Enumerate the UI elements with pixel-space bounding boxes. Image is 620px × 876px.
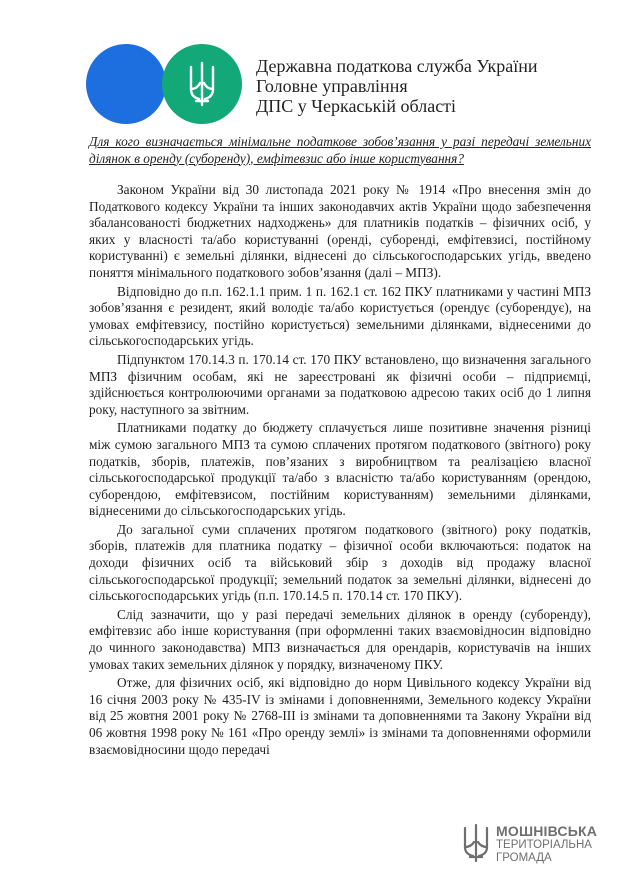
trident-icon: [188, 61, 216, 107]
watermark-line-3: ГРОМАДА: [496, 852, 552, 864]
org-line-1: Державна податкова служба України: [256, 56, 538, 76]
community-watermark: [462, 821, 612, 867]
watermark-text: [496, 823, 597, 865]
blue-circle-logo: [86, 44, 166, 124]
question-heading: Для кого визначається мінімальне податкове зобов’язання у разі передачі земельних ділянок в оренду (суборенду), емфітевзис або інше користування?: [89, 134, 591, 166]
paragraph: Платниками податку до бюджету сплачується лише позитивне значення різниці між сумою загального МПЗ та сумою сплачених протягом податкового (звітного) року податків, зборів, платежів, пов’язаних з виробництвом та реалізацією власної сільськогосподарської продукції та/або з власністю та/або користуванням (орендою, суборендою, емфітевзисом, постійним користуванням) земельними ділянками, віднесеними до сільськогосподарських угідь.: [89, 420, 591, 519]
watermark-line-2: ТЕРИТОРІАЛЬНА: [496, 839, 592, 851]
watermark-line-1: МОШНІВСЬКА: [496, 823, 598, 839]
document-body: [89, 182, 591, 760]
org-line-3: ДПС у Черкаській області: [256, 96, 457, 116]
paragraph: Слід зазначити, що у разі передачі земельних ділянок в оренду (суборенду), емфітевзис або інше користування (при оформленні таких взаємовідносин відповідно до чинного законодавства) МПЗ визначається для орендарів, користувачів на інших умовах таких земельних ділянок у порядку, визначеному ПКУ.: [89, 606, 591, 672]
paragraph: Отже, для фізичних осіб, які відповідно до норм Цивільного кодексу України від 16 січня 2003 року № 435-IV із змінами і доповненнями, Земельного кодексу України від 25 жовтня 2001 року № 2768-ІІІ із змінами та доповненнями та Закону України від 06 жовтня 1998 року № 161 «Про оренду землі» із змінами та доповненнями оформили взаємовідносини щодо передачі: [89, 675, 591, 757]
paragraph: Законом України від 30 листопада 2021 року № 1914 «Про внесення змін до Податкового кодексу України та інших законодавчих актів України щодо забезпечення збалансованості бюджетних надходжень» для платників податків – фізичних осіб, у яких у власності та/або користуванні (оренді, суборенді, емфітевзисі, постійному користуванні) є земельні ділянки, віднесені до сільськогосподарських угідь, введено поняття мінімального податкового зобов’язання (далі – МПЗ).: [89, 182, 591, 280]
trident-icon: [462, 823, 490, 863]
paragraph: До загальної суми сплачених протягом податкового (звітного) року податків, зборів, платежів для платника податку – фізичної особи включаються: податок на доходи фізичних осіб та військовий збір з доходів від продажу власної сільськогосподарської продукції; земельний податок за земельні ділянки, віднесені до сільськогосподарських угідь (п.п. 170.14.5 п. 170.14 ст. 170 ПКУ).: [89, 521, 591, 604]
letterhead: [86, 44, 566, 124]
paragraph: Підпунктом 170.14.3 п. 170.14 ст. 170 ПКУ встановлено, що визначення загального МПЗ фізичним особам, які не зареєстровані як фізичні особи – підприємці, здійснюється контролюючими органами за податковою адресою таких осіб до 1 липня року, наступного за звітним.: [89, 351, 591, 417]
green-circle-logo: [162, 44, 242, 124]
organization-name: [256, 56, 538, 116]
paragraph: Відповідно до п.п. 162.1.1 прим. 1 п. 162.1 ст. 162 ПКУ платниками у частині МПЗ зобов’язання є резидент, який володіє та/або користується (орендує (суборендує), на умовах емфітевзису, постійно користується) земельними ділянками, віднесеними до сільськогосподарських угідь.: [89, 283, 591, 349]
org-line-2: Головне управління: [256, 76, 408, 96]
